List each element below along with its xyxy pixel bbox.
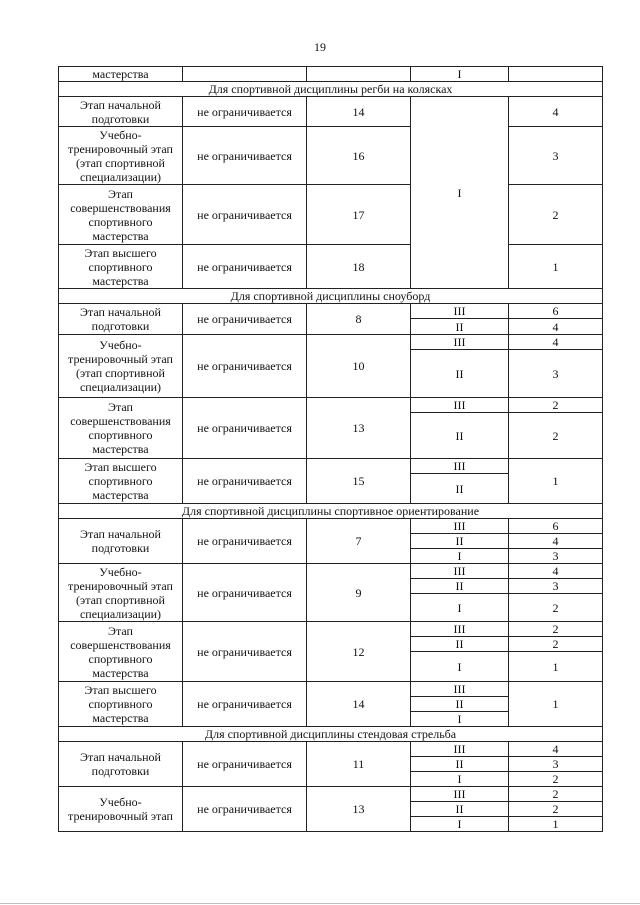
section-header-row	[59, 727, 603, 742]
table-row	[59, 127, 603, 185]
class-cell: II	[411, 319, 509, 335]
class-cell: II	[411, 534, 509, 549]
age-cell: 17	[307, 185, 411, 245]
count-cell: 1	[509, 817, 603, 832]
table-row	[59, 682, 603, 697]
limit-cell: не ограничивается	[183, 519, 307, 564]
table-body	[59, 67, 603, 832]
stage-cell: Этап начальной подготовки	[59, 519, 183, 564]
section-title: Для спортивной дисциплины регби на колясках	[59, 82, 603, 97]
class-cell: I	[411, 652, 509, 682]
age-cell	[307, 67, 411, 82]
count-cell: 4	[509, 564, 603, 579]
class-cell: II	[411, 802, 509, 817]
stage-cell: Этап совершенствования спортивного мастерства	[59, 622, 183, 682]
class-cell: II	[411, 637, 509, 652]
section-title: Для спортивной дисциплины стендовая стрельба	[59, 727, 603, 742]
table-row	[59, 304, 603, 319]
limit-cell: не ограничивается	[183, 564, 307, 622]
class-cell: I	[411, 772, 509, 787]
age-cell: 12	[307, 622, 411, 682]
class-cell: I	[411, 549, 509, 564]
age-cell: 14	[307, 97, 411, 127]
limit-cell: не ограничивается	[183, 398, 307, 459]
class-cell: III	[411, 622, 509, 637]
age-cell: 11	[307, 742, 411, 787]
count-cell: 1	[509, 652, 603, 682]
limit-cell: не ограничивается	[183, 787, 307, 832]
count-cell: 2	[509, 413, 603, 459]
count-cell: 6	[509, 519, 603, 534]
table-row	[59, 622, 603, 637]
limit-cell: не ограничивается	[183, 97, 307, 127]
count-cell: 4	[509, 97, 603, 127]
scan-edge-line	[0, 903, 640, 904]
count-cell: 2	[509, 398, 603, 413]
count-cell: 3	[509, 350, 603, 398]
document-table-container	[58, 66, 602, 832]
age-cell: 18	[307, 245, 411, 289]
class-cell: III	[411, 787, 509, 802]
count-cell: 3	[509, 579, 603, 594]
table-row	[59, 67, 603, 82]
section-header-row	[59, 504, 603, 519]
age-cell: 13	[307, 787, 411, 832]
table-row	[59, 787, 603, 802]
stage-cell: Учебно-тренировочный этап (этап спортивной специализации)	[59, 335, 183, 398]
limit-cell: не ограничивается	[183, 127, 307, 185]
count-cell: 2	[509, 787, 603, 802]
class-cell: III	[411, 304, 509, 319]
limit-cell: не ограничивается	[183, 622, 307, 682]
stage-cell: Учебно-тренировочный этап	[59, 787, 183, 832]
count-cell: 4	[509, 319, 603, 335]
class-cell: I	[411, 817, 509, 832]
class-cell: II	[411, 697, 509, 712]
stage-cell: Этап начальной подготовки	[59, 97, 183, 127]
class-cell: III	[411, 398, 509, 413]
count-cell: 2	[509, 185, 603, 245]
class-cell: II	[411, 474, 509, 504]
table-row	[59, 459, 603, 474]
table-row	[59, 245, 603, 289]
table-row	[59, 742, 603, 757]
count-cell: 4	[509, 534, 603, 549]
stage-cell: Этап высшего спортивного мастерства	[59, 459, 183, 504]
age-cell: 15	[307, 459, 411, 504]
class-cell: I	[411, 97, 509, 289]
table-row	[59, 97, 603, 127]
count-cell: 2	[509, 802, 603, 817]
limit-cell: не ограничивается	[183, 682, 307, 727]
limit-cell: не ограничивается	[183, 742, 307, 787]
count-cell: 2	[509, 637, 603, 652]
limit-cell	[183, 67, 307, 82]
count-cell: 3	[509, 549, 603, 564]
class-cell: III	[411, 742, 509, 757]
class-cell: III	[411, 335, 509, 350]
count-cell: 3	[509, 757, 603, 772]
stage-cell: Учебно-тренировочный этап (этап спортивной специализации)	[59, 127, 183, 185]
table-row	[59, 185, 603, 245]
age-cell: 13	[307, 398, 411, 459]
class-cell: II	[411, 350, 509, 398]
limit-cell: не ограничивается	[183, 459, 307, 504]
count-cell: 2	[509, 622, 603, 637]
age-requirements-table	[58, 66, 603, 832]
class-cell: I	[411, 594, 509, 622]
class-cell: III	[411, 519, 509, 534]
table-row	[59, 519, 603, 534]
count-cell: 4	[509, 335, 603, 350]
stage-cell: Этап начальной подготовки	[59, 304, 183, 335]
count-cell: 1	[509, 459, 603, 504]
age-cell: 8	[307, 304, 411, 335]
class-cell: II	[411, 757, 509, 772]
class-cell: II	[411, 579, 509, 594]
stage-cell: Этап начальной подготовки	[59, 742, 183, 787]
class-cell: II	[411, 413, 509, 459]
stage-cell: Учебно-тренировочный этап (этап спортивной специализации)	[59, 564, 183, 622]
count-cell: 2	[509, 594, 603, 622]
stage-cell: Этап совершенствования спортивного мастерства	[59, 398, 183, 459]
count-cell: 1	[509, 682, 603, 727]
count-cell: 3	[509, 127, 603, 185]
age-cell: 9	[307, 564, 411, 622]
limit-cell: не ограничивается	[183, 304, 307, 335]
table-row	[59, 398, 603, 413]
count-cell: 4	[509, 742, 603, 757]
limit-cell: не ограничивается	[183, 185, 307, 245]
table-row	[59, 564, 603, 579]
count-cell: 6	[509, 304, 603, 319]
age-cell: 10	[307, 335, 411, 398]
class-cell: I	[411, 712, 509, 727]
age-cell: 16	[307, 127, 411, 185]
age-cell: 14	[307, 682, 411, 727]
stage-cell: мастерства	[59, 67, 183, 82]
class-cell: I	[411, 67, 509, 82]
stage-cell: Этап совершенствования спортивного мастерства	[59, 185, 183, 245]
stage-cell: Этап высшего спортивного мастерства	[59, 245, 183, 289]
page-number: 19	[314, 40, 326, 54]
class-cell: III	[411, 564, 509, 579]
count-cell: 1	[509, 245, 603, 289]
section-header-row	[59, 289, 603, 304]
class-cell: III	[411, 459, 509, 474]
age-cell: 7	[307, 519, 411, 564]
count-cell: 2	[509, 772, 603, 787]
limit-cell: не ограничивается	[183, 245, 307, 289]
section-title: Для спортивной дисциплины сноуборд	[59, 289, 603, 304]
section-header-row	[59, 82, 603, 97]
limit-cell: не ограничивается	[183, 335, 307, 398]
table-row	[59, 335, 603, 350]
stage-cell: Этап высшего спортивного мастерства	[59, 682, 183, 727]
class-cell: III	[411, 682, 509, 697]
count-cell	[509, 67, 603, 82]
section-title: Для спортивной дисциплины спортивное ориентирование	[59, 504, 603, 519]
